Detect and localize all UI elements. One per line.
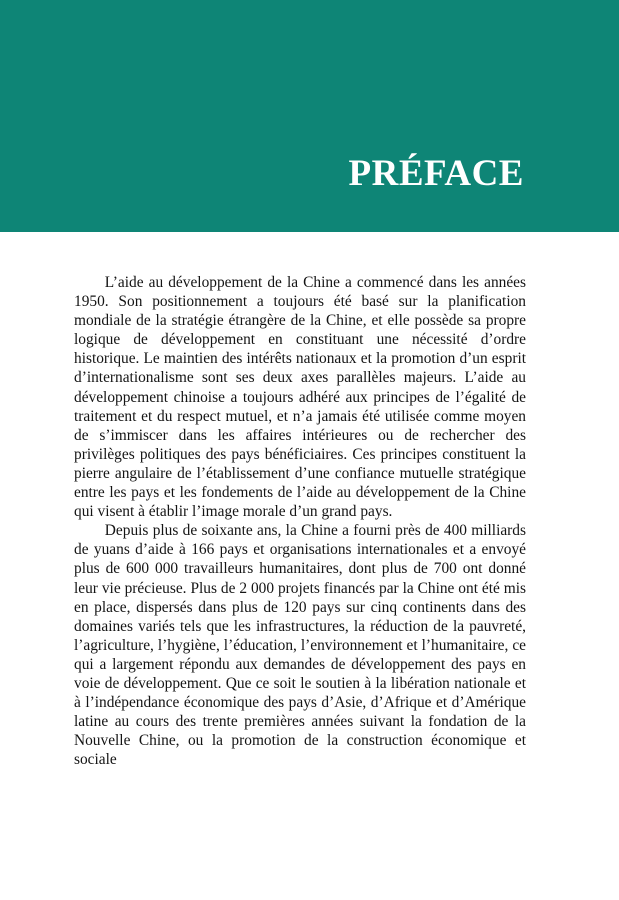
header-band [0, 0, 619, 232]
paragraph-2: Depuis plus de soixante ans, la Chine a fourni près de 400 milliards de yuans d’aide à 166 pays et organisations internationales et a envoyé plus de 600 000 travailleurs humanitaires, dont plus de 700 ont donné leur vie précieuse. Plus de 2 000 projets financés par la Chine ont été mis en place, dispersés dans plus de 120 pays sur cinq continents dans des domaines variés tels que les infrastructures, la réduction de la pauvreté, l’agriculture, l’hygiène, l’éducation, l’environnement et l’humanitaire, ce qui a largement répondu aux demandes de développement des pays en voie de développement. Que ce soit le soutien à la libération nationale et à l’indépendance économique des pays d’Asie, d’Afrique et d’Amérique latine au cours des trente premières années suivant la fondation de la Nouvelle Chine, ou la promotion de la construction économique et sociale [74, 522, 526, 769]
page-title: PRÉFACE [348, 153, 524, 194]
paragraph-1: L’aide au développement de la Chine a commencé dans les années 1950. Son positionnement a toujours été basé sur la planification mondiale de la stratégie étrangère de la Chine, et elle possède sa propre logique de développement en constituant une nécessité d’ordre historique. Le maintien des intérêts nationaux et la promotion d’un esprit d’internationalisme sont ses deux axes parallèles majeurs. L’aide au développement chinoise a toujours adhéré aux principes de l’égalité de traitement et du respect mutuel, et n’a jamais été utilisée comme moyen de s’immiscer dans les affaires intérieures ou de rechercher des privilèges politiques des pays bénéficiaires. Ces principes constituent la pierre angulaire de l’établissement d’une confiance mutuelle stratégique entre les pays et les fondements de l’aide au développement de la Chine qui visent à établir l’image morale d’un grand pays. [74, 274, 526, 521]
body-text [74, 273, 526, 769]
